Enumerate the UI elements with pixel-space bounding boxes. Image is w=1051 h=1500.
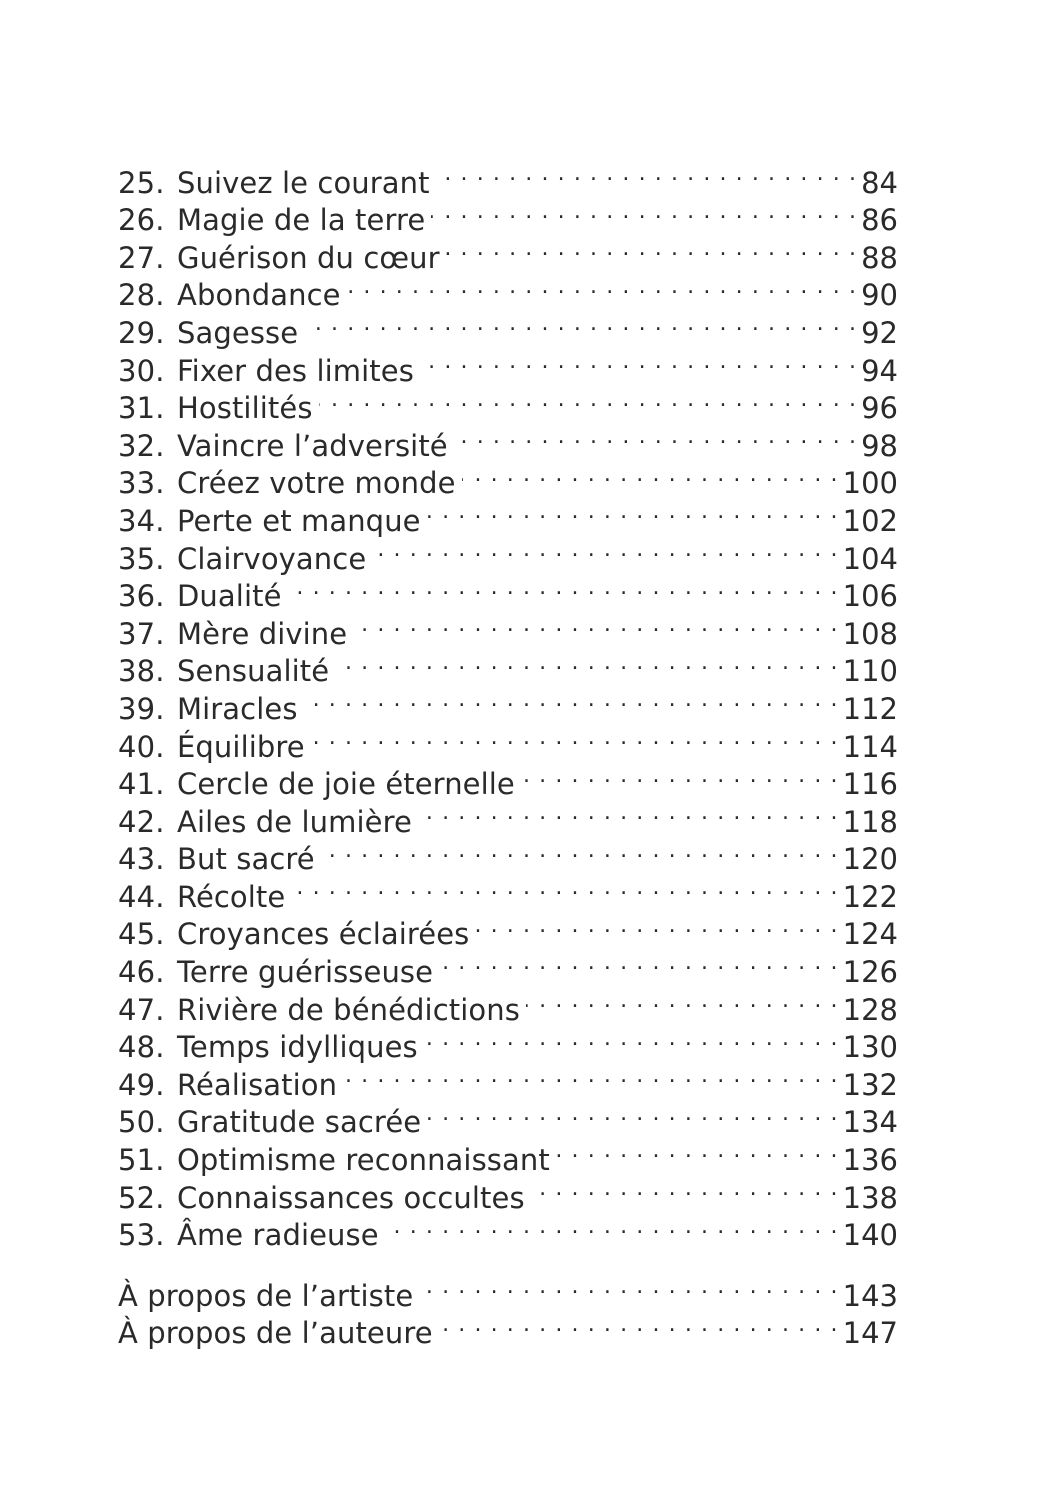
entry-number: 33.	[118, 466, 165, 501]
entry-title: Optimisme reconnaissant	[177, 1143, 550, 1178]
entry-page: 94	[861, 353, 898, 388]
entry-number: 35.	[118, 541, 165, 576]
entry-page: 134	[842, 1105, 898, 1140]
entry-page: 100	[842, 466, 898, 501]
entry-title: Mère divine	[177, 616, 348, 651]
entry-page: 147	[842, 1316, 898, 1351]
entry-title: Sensualité	[177, 654, 330, 689]
entry-title: Ailes de lumière	[177, 804, 412, 839]
entry-number: 32.	[118, 428, 165, 463]
entry-number: 52.	[118, 1180, 165, 1215]
entry-page: 96	[861, 391, 898, 426]
entry-title: Âme radieuse	[177, 1218, 379, 1253]
entry-title: Connaissances occultes	[177, 1180, 525, 1215]
entry-number: 46.	[118, 955, 165, 990]
entry-page: 128	[842, 992, 898, 1027]
entry-title: Équilibre	[177, 729, 305, 764]
entry-page: 114	[842, 729, 898, 764]
entry-number: 27.	[118, 240, 165, 275]
entry-page: 126	[842, 955, 898, 990]
dot-leader	[436, 155, 857, 193]
entry-page: 132	[842, 1067, 898, 1102]
dot-leader	[304, 681, 839, 719]
dot-leader	[556, 1132, 839, 1170]
entry-page: 116	[842, 767, 898, 802]
dot-leader	[385, 1208, 839, 1246]
entry-number: 53.	[118, 1218, 165, 1253]
entry-title: Réalisation	[177, 1067, 338, 1102]
entry-title: Sagesse	[177, 315, 299, 350]
dot-leader	[521, 757, 839, 795]
entry-page: 102	[842, 503, 898, 538]
entry-page: 88	[861, 240, 898, 275]
entry-page: 110	[842, 654, 898, 689]
entry-title: Magie de la terre	[177, 203, 426, 238]
entry-title: Récolte	[177, 879, 286, 914]
dot-leader	[427, 1095, 838, 1133]
entry-number: 28.	[118, 278, 165, 313]
entry-number: 51.	[118, 1143, 165, 1178]
entry-number: 29.	[118, 315, 165, 350]
entry-page: 143	[842, 1278, 898, 1313]
entry-title: But sacré	[177, 842, 315, 877]
entry-page: 120	[842, 842, 898, 877]
entry-page: 136	[842, 1143, 898, 1178]
entry-title: Clairvoyance	[177, 541, 367, 576]
entry-number: 30.	[118, 353, 165, 388]
entry-number: 38.	[118, 654, 165, 689]
dot-leader	[439, 1306, 839, 1344]
dot-leader	[291, 869, 838, 907]
table-of-contents	[118, 155, 898, 1351]
entry-page: 98	[861, 428, 898, 463]
entry-number: 25.	[118, 165, 165, 200]
dot-leader	[454, 418, 857, 456]
dot-leader	[446, 230, 857, 268]
entry-number: 42.	[118, 804, 165, 839]
dot-leader	[347, 268, 857, 306]
entry-number: 50.	[118, 1105, 165, 1140]
entry-number: 31.	[118, 391, 165, 426]
entry-number: 43.	[118, 842, 165, 877]
dot-leader	[319, 381, 858, 419]
entry-title: Dualité	[177, 579, 282, 614]
entry-title: Guérison du cœur	[177, 240, 440, 275]
entry-number: 36.	[118, 579, 165, 614]
chapter-list	[118, 155, 898, 1253]
dot-leader	[288, 569, 839, 607]
entry-title: À propos de l’artiste	[118, 1278, 414, 1313]
dot-leader	[462, 456, 839, 494]
entry-number: 39.	[118, 691, 165, 726]
entry-page: 122	[842, 879, 898, 914]
entry-number: 37.	[118, 616, 165, 651]
dot-leader	[311, 719, 839, 757]
entry-page: 138	[842, 1180, 898, 1215]
entry-title: Vaincre l’adversité	[177, 428, 448, 463]
entry-title: Abondance	[177, 278, 341, 313]
entry-page: 140	[842, 1218, 898, 1253]
dot-leader	[424, 1020, 839, 1058]
entry-page: 118	[842, 804, 898, 839]
entry-page: 90	[861, 278, 898, 313]
entry-page: 84	[861, 165, 898, 200]
dot-leader	[321, 832, 839, 870]
appendix-entry	[118, 1268, 898, 1313]
entry-number: 48.	[118, 1030, 165, 1065]
entry-title: Gratitude sacrée	[177, 1105, 422, 1140]
entry-number: 45.	[118, 917, 165, 952]
dot-leader	[335, 644, 838, 682]
entry-number: 44.	[118, 879, 165, 914]
entry-title: Croyances éclairées	[177, 917, 470, 952]
entry-number: 40.	[118, 729, 165, 764]
entry-page: 130	[842, 1030, 898, 1065]
entry-number: 26.	[118, 203, 165, 238]
entry-number: 41.	[118, 767, 165, 802]
entry-title: Hostilités	[177, 391, 313, 426]
dot-leader	[418, 794, 839, 832]
entry-page: 124	[842, 917, 898, 952]
dot-leader	[419, 1268, 838, 1306]
entry-page: 112	[842, 691, 898, 726]
entry-number: 49.	[118, 1067, 165, 1102]
entry-title: Rivière de bénédictions	[177, 992, 520, 1027]
entry-title: Suivez le courant	[177, 165, 430, 200]
dot-leader	[420, 343, 857, 381]
entry-page: 104	[842, 541, 898, 576]
entry-page: 86	[861, 203, 898, 238]
dot-leader	[526, 982, 839, 1020]
entry-title: Cercle de joie éternelle	[177, 767, 515, 802]
entry-page: 92	[861, 315, 898, 350]
dot-leader	[431, 193, 857, 231]
appendix-list	[118, 1268, 898, 1351]
entry-number: 47.	[118, 992, 165, 1027]
entry-title: Fixer des limites	[177, 353, 414, 388]
toc-entry	[118, 155, 898, 200]
entry-title: Temps idylliques	[177, 1030, 418, 1065]
dot-leader	[427, 493, 839, 531]
entry-page: 106	[842, 579, 898, 614]
dot-leader	[304, 305, 857, 343]
dot-leader	[439, 944, 839, 982]
entry-title: Terre guérisseuse	[177, 955, 434, 990]
entry-title: À propos de l’auteure	[118, 1316, 433, 1351]
dot-leader	[475, 907, 838, 945]
dot-leader	[372, 531, 838, 569]
dot-leader	[531, 1170, 839, 1208]
entry-number: 34.	[118, 503, 165, 538]
dot-leader	[343, 1057, 839, 1095]
entry-title: Perte et manque	[177, 503, 421, 538]
dot-leader	[353, 606, 838, 644]
entry-title: Créez votre monde	[177, 466, 456, 501]
entry-page: 108	[842, 616, 898, 651]
entry-title: Miracles	[177, 691, 298, 726]
